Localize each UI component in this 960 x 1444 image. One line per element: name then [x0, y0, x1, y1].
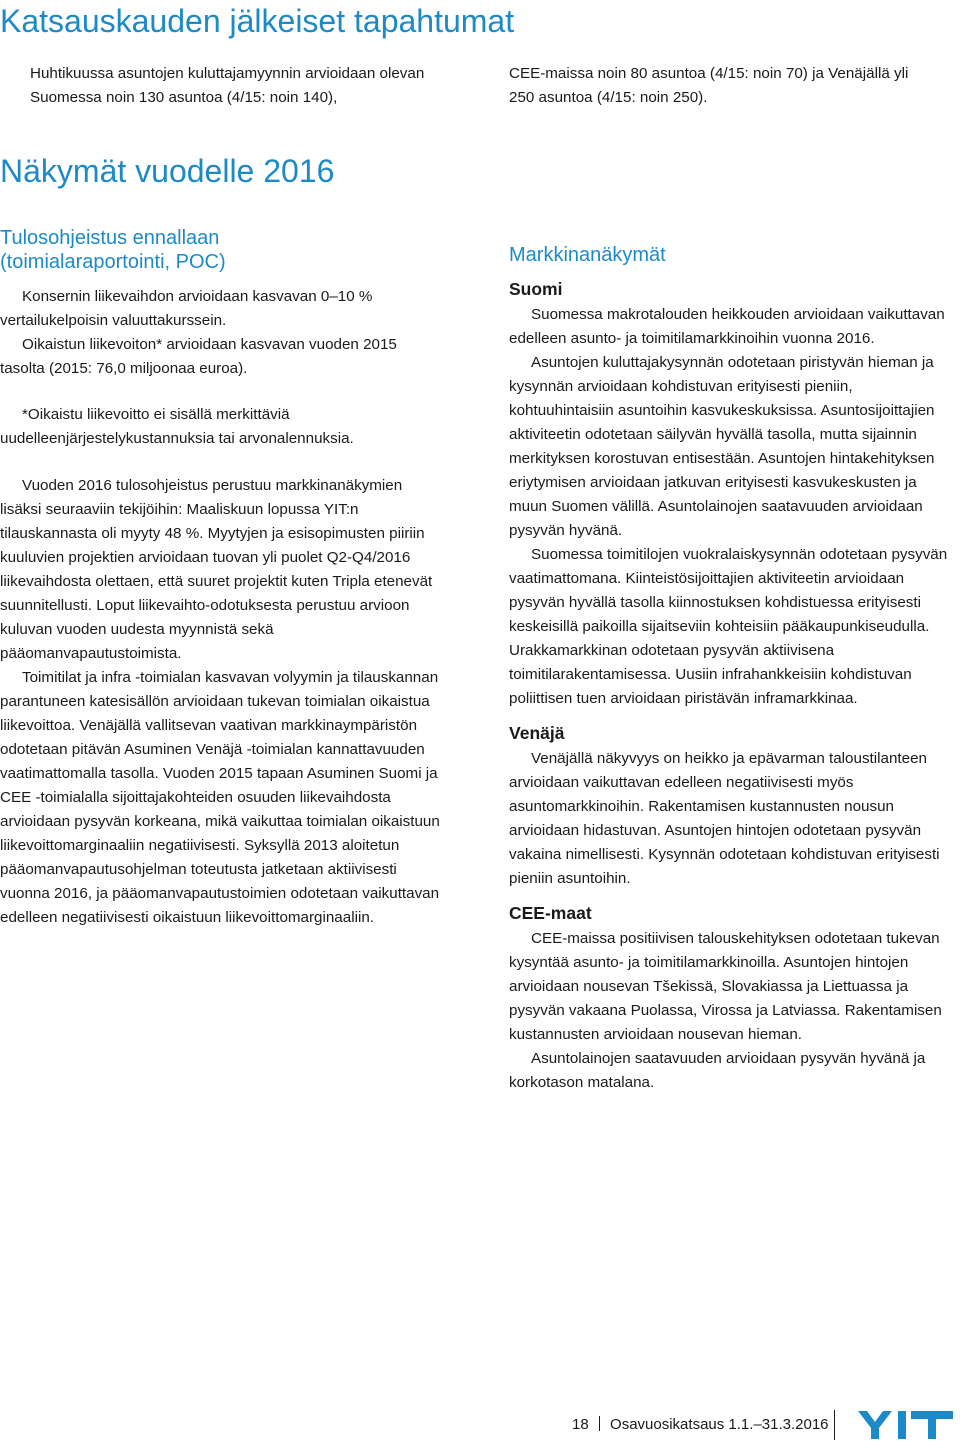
footer-page-info: [572, 1415, 829, 1435]
guidance-paragraph-5: Toimitilat ja infra -toimialan kasvavan volyymin ja tilauskannan parantuneen katesisällön arvioidaan tukevan toimialan oikaistua liikevoittoa. Venäjällä vallitsevan vaativan markkinaympäristön odotetaan pitävän Asuminen Venäjä -toimialan kannattavuuden vaatimattomalla tasolla. Vuoden 2015 tapaan Asuminen Suomi ja CEE -toimialalla sijoittajakohteiden osuuden liikevaihdosta arvioidaan pysyvän korkeana, mikä vaikuttaa toimialan oikaistuun liikevoittomarginaaliin negatiivisesti. Syksyllä 2013 aloitetun pääomanvapautusohjelman toteutusta jatketaan aktiivisesti vuonna 2016, ja pääomanvapautustoimien odotetaan vaikuttavan edelleen negatiivisesti oikaistuun liikevoittomarginaaliin.: [0, 669, 440, 926]
section-title-outlook: Näkymät vuodelle 2016: [0, 153, 335, 189]
suomi-paragraph-2: Asuntojen kuluttajakysynnän odotetaan piristyvän hieman ja kysynnän arvioidaan kohdistuvan erityisesti pieniin, kohtuuhintaisiin asuntoihin kasvukeskuksissa. Asuntosijoittajien aktiviteetin odotetaan säilyvän hyvällä tasolla, mutta sijainnin merkityksen korostuvan entisestään. Asuntojen hintakehityksen eriytymisen arvioidaan jatkuvan erityisesti kasvukeskusten ja muun Suomen välillä. Asuntolainojen saatavuuden arvioidaan pysyvän hyvänä.: [509, 354, 935, 539]
venaja-heading: Venäjä: [509, 723, 565, 743]
suomi-heading: Suomi: [509, 279, 563, 299]
right-column: [509, 243, 949, 1095]
left-column: [0, 226, 440, 930]
footer-logo-divider: [834, 1410, 835, 1440]
cee-paragraph-2: Asuntolainojen saatavuuden arvioidaan pysyvän hyvänä ja korkotason matalana.: [509, 1050, 926, 1091]
yit-logo-icon: [858, 1411, 954, 1439]
guidance-footnote: *Oikaistu liikevoitto ei sisällä merkittäviä uudelleenjärjestelykustannuksia tai arvonalennuksia.: [0, 406, 354, 447]
footer-divider: [599, 1416, 600, 1431]
suomi-paragraph-1: Suomessa makrotalouden heikkouden arvioidaan vaikuttavan edelleen asunto- ja toimitilamarkkinoihin vuonna 2016.: [509, 306, 945, 347]
guidance-paragraph-2: Oikaistun liikevoiton* arvioidaan kasvavan vuoden 2015 tasolta (2015: 76,0 miljoonaa euroa).: [0, 336, 397, 377]
events-right-text: CEE-maissa noin 80 asuntoa (4/15: noin 70) ja Venäjällä yli 250 asuntoa (4/15: noin 250).: [509, 65, 909, 106]
section-title-events: Katsauskauden jälkeiset tapahtumat: [0, 3, 515, 39]
page-number: 18: [572, 1416, 589, 1433]
guidance-paragraph-4: Vuoden 2016 tulosohjeistus perustuu markkinanäkymien lisäksi seuraaviin tekijöihin: Maaliskuun lopussa YIT:n tilauskannasta oli myyty 48 %. Myytyjen ja esisopimusten piiriin kuuluvien projektien arvioidaan tuovan yli puolet Q2-Q4/2016 liikevaihdosta olettaen, että suuret projektit kuten Tripla etenevät suunnitellusti. Loput liikevaihto-odotuksesta perustuu arvioon kuluvan vuoden uudesta myynnistä sekä pääomanvapautustoimista.: [0, 477, 433, 662]
events-left-text: Huhtikuussa asuntojen kuluttajamyynnin arvioidaan olevan Suomessa noin 130 asuntoa (4/15: noin 140),: [30, 65, 425, 106]
guidance-heading: Tulosohjeistus ennallaan (toimialaraportointi, POC): [0, 227, 226, 273]
cee-heading: CEE-maat: [509, 903, 592, 923]
report-name: Osavuosikatsaus 1.1.–31.3.2016: [610, 1416, 829, 1433]
guidance-paragraph-1: Konsernin liikevaihdon arvioidaan kasvavan 0–10 % vertailukelpoisin valuuttakurssein.: [0, 288, 373, 329]
yit-logo: [858, 1411, 954, 1439]
cee-paragraph-1: CEE-maissa positiivisen talouskehityksen odotetaan tukevan kysyntää asunto- ja toimitilamarkkinoilla. Asuntojen hintojen arvioidaan nousevan Tšekissä, Slovakiassa ja Liettuassa ja pysyvän vakaana Puolassa, Virossa ja Latviassa. Rakentamisen kustannusten arvioidaan nousevan hieman.: [509, 930, 942, 1043]
market-outlook-heading: Markkinanäkymät: [509, 244, 666, 266]
venaja-paragraph: Venäjällä näkyvyys on heikko ja epävarman taloustilanteen arvioidaan vaikuttavan edelleen negatiivisesti myös asuntomarkkinoihin. Rakentamisen kustannusten nousun arvioidaan hidastuvan. Asuntojen hintojen odotetaan pysyvän vakaina nimellisesti. Kysynnän odotetaan kohdistuvan erityisesti pieniin asuntoihin.: [509, 750, 940, 887]
suomi-paragraph-3: Suomessa toimitilojen vuokralaiskysynnän odotetaan pysyvän vaatimattomana. Kiinteistösijoittajien aktiviteetin arvioidaan pysyvän hyvällä tasolla kiinnostuksen kohdistuessa erityisesti keskeisillä paikoilla sijaitseviin kohteisiin pääkaupunkiseudulla. Urakkamarkkinan odotetaan pysyvän aktiivisena toimitilarakentamisessa. Uusiin infrahankkeisiin kohdistuvan poliittisen tuen arvioidaan piristävän inframarkkinaa.: [509, 546, 948, 707]
